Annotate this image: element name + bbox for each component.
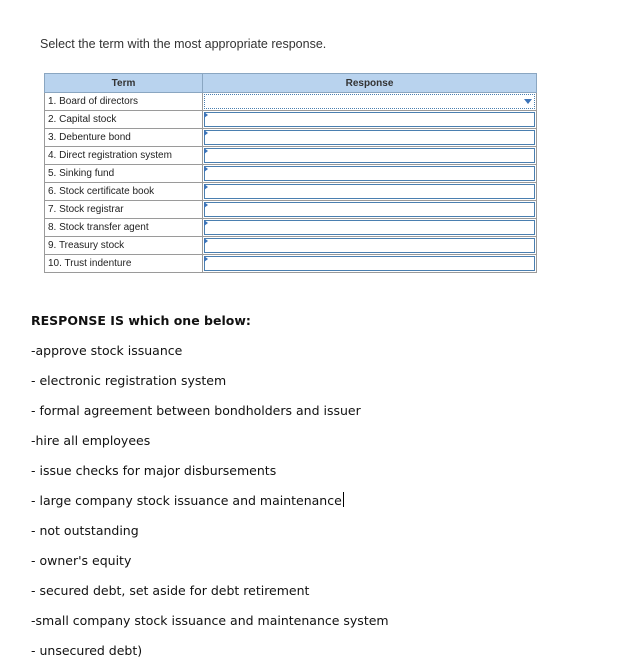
response-option: - formal agreement between bondholders and issuer [31,403,361,418]
dropdown-button[interactable] [522,96,534,107]
response-option-with-caret [31,491,389,521]
term-cell: 5. Sinking fund [45,165,203,183]
response-select[interactable] [203,93,537,111]
response-field[interactable] [204,220,535,235]
triangle-right-icon [204,238,208,244]
chevron-down-icon [524,99,532,104]
table-row [45,165,537,183]
triangle-right-icon [204,202,208,208]
term-column-header: Term [45,74,203,93]
table-row [45,147,537,165]
response-option: - owner's equity [31,553,132,568]
response-select[interactable] [203,255,537,273]
response-option: -small company stock issuance and maintenance system [31,613,389,628]
response-select[interactable] [203,183,537,201]
triangle-right-icon [204,184,208,190]
response-field[interactable] [204,184,535,199]
response-select[interactable] [203,147,537,165]
response-field[interactable] [204,202,535,217]
term-cell: 9. Treasury stock [45,237,203,255]
response-column-header: Response [203,74,537,93]
response-select[interactable] [203,201,537,219]
triangle-right-icon [204,166,208,172]
term-cell: 1. Board of directors [45,93,203,111]
table-row [45,93,537,111]
matching-table [44,73,537,273]
response-option: - large company stock issuance and maintenance [31,493,342,508]
triangle-right-icon [204,112,208,118]
response-option: - issue checks for major disbursements [31,463,277,478]
response-option: - not outstanding [31,523,139,538]
response-option: -approve stock issuance [31,343,183,358]
response-options-heading: RESPONSE IS which one below: [31,313,251,328]
response-option: - unsecured debt) [31,643,143,658]
term-cell: 4. Direct registration system [45,147,203,165]
response-field[interactable] [204,238,535,253]
response-select[interactable] [203,219,537,237]
response-field[interactable] [204,148,535,163]
table-row [45,237,537,255]
response-select[interactable] [203,111,537,129]
table-row [45,201,537,219]
response-field[interactable] [204,130,535,145]
table-row [45,183,537,201]
table-row [45,219,537,237]
term-cell: 8. Stock transfer agent [45,219,203,237]
triangle-right-icon [204,148,208,154]
response-field[interactable] [204,256,535,271]
response-select[interactable] [203,165,537,183]
response-field[interactable] [204,94,535,109]
response-option: - electronic registration system [31,373,227,388]
term-cell: 10. Trust indenture [45,255,203,273]
response-field[interactable] [204,112,535,127]
response-field[interactable] [204,166,535,181]
term-cell: 3. Debenture bond [45,129,203,147]
table-row [45,255,537,273]
term-cell: 2. Capital stock [45,111,203,129]
response-select[interactable] [203,129,537,147]
triangle-right-icon [204,220,208,226]
triangle-right-icon [204,256,208,262]
text-caret [343,492,344,507]
response-select[interactable] [203,237,537,255]
response-option: -hire all employees [31,433,151,448]
table-row [45,129,537,147]
response-option: - secured debt, set aside for debt retirement [31,583,310,598]
response-options-list [31,311,389,671]
table-row [45,111,537,129]
triangle-right-icon [204,130,208,136]
term-cell: 7. Stock registrar [45,201,203,219]
instruction-text: Select the term with the most appropriate response. [40,37,327,51]
term-cell: 6. Stock certificate book [45,183,203,201]
table-header-row [45,74,537,93]
